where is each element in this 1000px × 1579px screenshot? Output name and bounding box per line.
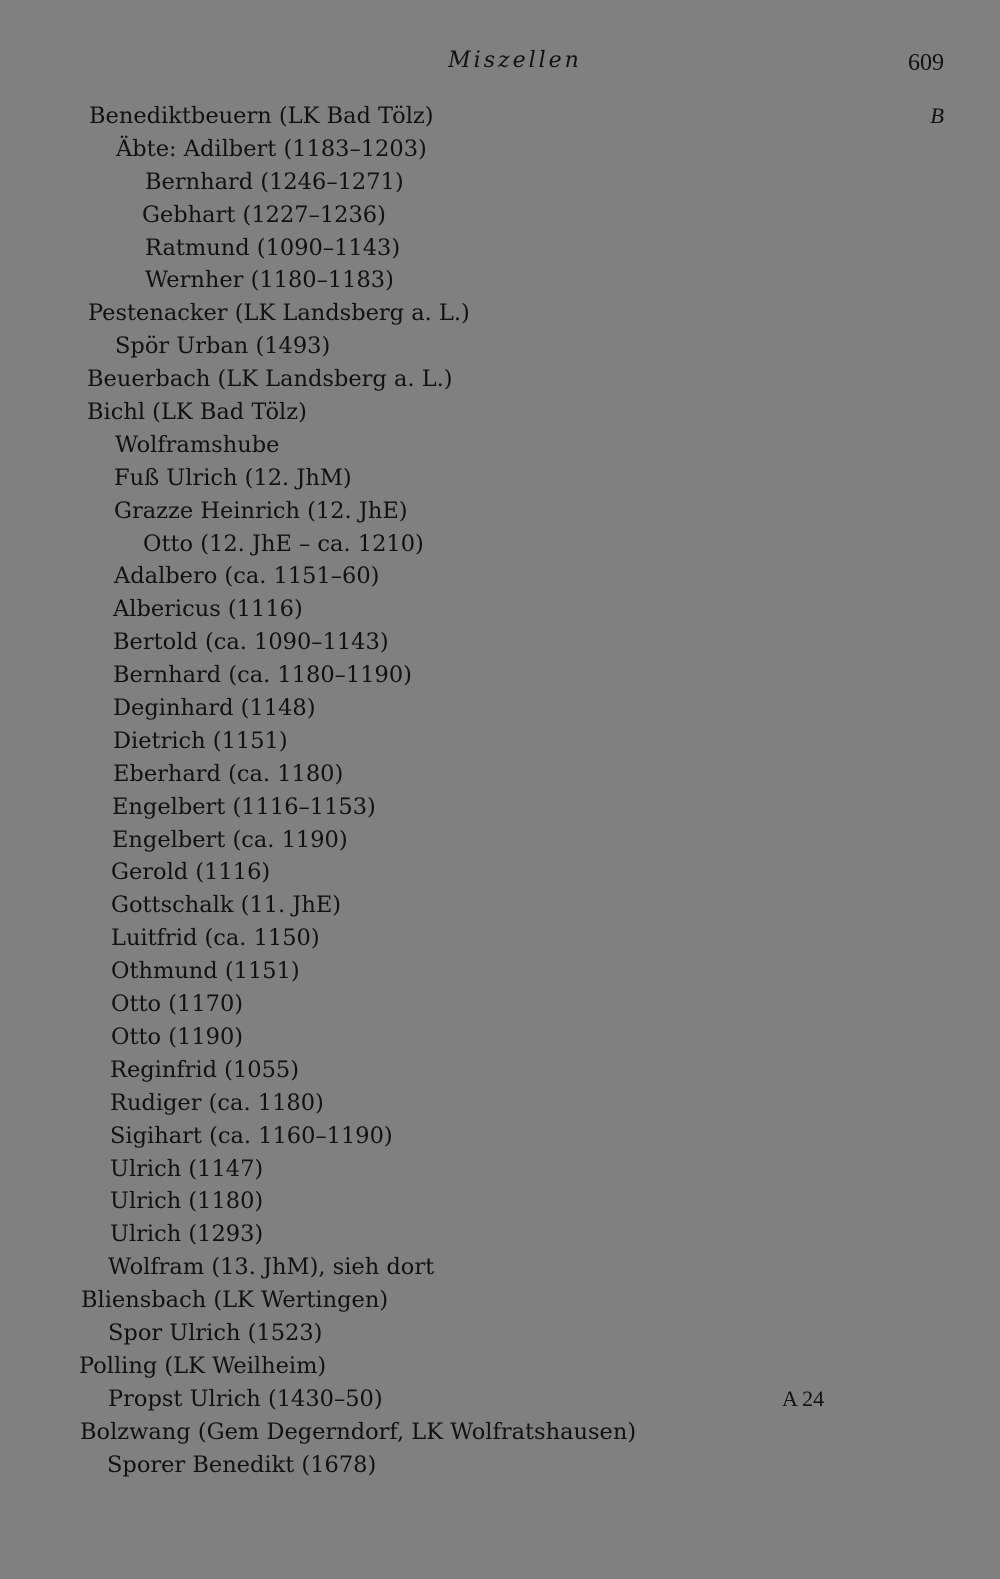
entry-text: Ulrich (1147)	[110, 1155, 264, 1182]
index-entry	[0, 166, 1000, 199]
entry-text: Ratmund (1090–1143)	[145, 234, 401, 261]
index-entry	[0, 692, 1000, 725]
index-entry	[0, 856, 1000, 889]
entry-text: Luitfrid (ca. 1150)	[111, 925, 320, 952]
index-entry	[0, 1251, 1000, 1284]
entry-marginal-note: A 24	[782, 1385, 825, 1411]
index-entry	[0, 955, 1000, 988]
page-number: 609	[908, 50, 944, 76]
index-entries	[0, 100, 1000, 1481]
index-entry	[0, 297, 1000, 330]
index-entry	[0, 1054, 1000, 1087]
entry-text: Wolframshube	[115, 431, 280, 458]
entry-text: Spör Urban (1493)	[115, 333, 331, 360]
index-entry	[0, 1153, 1000, 1186]
running-title: Miszellen	[448, 48, 582, 73]
entry-text: Benediktbeuern (LK Bad Tölz)	[89, 103, 434, 129]
index-entry	[0, 1317, 1000, 1350]
entry-text: Gottschalk (11. JhE)	[111, 892, 342, 919]
index-entry	[0, 1350, 1000, 1383]
entry-text: Wernher (1180–1183)	[145, 267, 394, 294]
index-entry	[0, 363, 1000, 396]
entry-text: Engelbert (ca. 1190)	[112, 826, 348, 853]
entry-text: Ulrich (1293)	[110, 1221, 264, 1248]
entry-text: Otto (1190)	[111, 1023, 244, 1050]
index-entry	[0, 1120, 1000, 1153]
entry-text: Sigihart (ca. 1160–1190)	[110, 1122, 393, 1149]
entry-text: Sporer Benedikt (1678)	[107, 1451, 377, 1478]
entry-text: Beuerbach (LK Landsberg a. L.)	[87, 366, 453, 393]
index-entry	[0, 133, 1000, 166]
entry-text: Grazze Heinrich (12. JhE)	[114, 497, 408, 524]
index-entry	[0, 1021, 1000, 1054]
index-entry	[0, 429, 1000, 462]
entry-text: Bolzwang (Gem Degerndorf, LK Wolfratshausen)	[80, 1418, 637, 1445]
index-entry	[0, 1449, 1000, 1482]
entry-text: Wolfram (13. JhM), sieh dort	[108, 1254, 435, 1281]
entry-text: Eberhard (ca. 1180)	[113, 760, 344, 787]
entry-marginal-note: B	[930, 103, 944, 128]
index-entry	[0, 232, 1000, 265]
entry-text: Rudiger (ca. 1180)	[110, 1089, 324, 1116]
entry-text: Gerold (1116)	[111, 859, 271, 886]
index-entry	[0, 1284, 1000, 1317]
index-entry	[0, 593, 1000, 626]
index-entry	[0, 626, 1000, 659]
index-entry	[0, 988, 1000, 1021]
entry-text: Spor Ulrich (1523)	[108, 1319, 323, 1346]
index-entry	[0, 330, 1000, 363]
entry-text: Pestenacker (LK Landsberg a. L.)	[88, 300, 470, 327]
index-entry	[0, 659, 1000, 692]
entry-text: Bernhard (ca. 1180–1190)	[113, 662, 412, 689]
index-entry	[0, 560, 1000, 593]
entry-text: Polling (LK Weilheim)	[79, 1352, 327, 1379]
index-entry	[0, 725, 1000, 758]
entry-text: Otto (1170)	[111, 991, 244, 1018]
index-entry	[0, 495, 1000, 528]
entry-text: Bertold (ca. 1090–1143)	[113, 629, 389, 656]
entry-text: Bichl (LK Bad Tölz)	[87, 399, 307, 426]
entry-text: Adalbero (ca. 1151–60)	[114, 563, 380, 590]
index-entry	[0, 1218, 1000, 1251]
index-entry	[0, 199, 1000, 232]
entry-text: Gebhart (1227–1236)	[142, 201, 386, 228]
index-entry	[0, 264, 1000, 297]
index-entry	[0, 528, 1000, 561]
entry-text: Dietrich (1151)	[113, 727, 288, 754]
entry-text: Bliensbach (LK Wertingen)	[81, 1287, 389, 1314]
index-entry	[0, 1185, 1000, 1218]
entry-text: Propst Ulrich (1430–50)	[108, 1385, 383, 1412]
index-entry	[0, 1087, 1000, 1120]
index-entry	[0, 1416, 1000, 1449]
entry-text: Äbte: Adilbert (1183–1203)	[116, 135, 427, 162]
index-entry	[0, 791, 1000, 824]
index-entry	[0, 462, 1000, 495]
entry-text: Fuß Ulrich (12. JhM)	[114, 464, 352, 491]
entry-text: Otto (12. JhE – ca. 1210)	[143, 530, 424, 557]
index-entry	[0, 100, 1000, 133]
entry-text: Ulrich (1180)	[110, 1188, 264, 1215]
entry-text: Reginfrid (1055)	[110, 1056, 299, 1083]
entry-text: Deginhard (1148)	[113, 695, 316, 722]
index-entry	[0, 396, 1000, 429]
index-entry	[0, 824, 1000, 857]
entry-text: Albericus (1116)	[113, 596, 303, 623]
entry-text: Othmund (1151)	[111, 958, 300, 985]
index-entry	[0, 922, 1000, 955]
entry-text: Engelbert (1116–1153)	[112, 793, 376, 820]
entry-text: Bernhard (1246–1271)	[145, 168, 404, 195]
index-entry	[0, 758, 1000, 791]
index-entry	[0, 889, 1000, 922]
index-entry	[0, 1383, 1000, 1416]
